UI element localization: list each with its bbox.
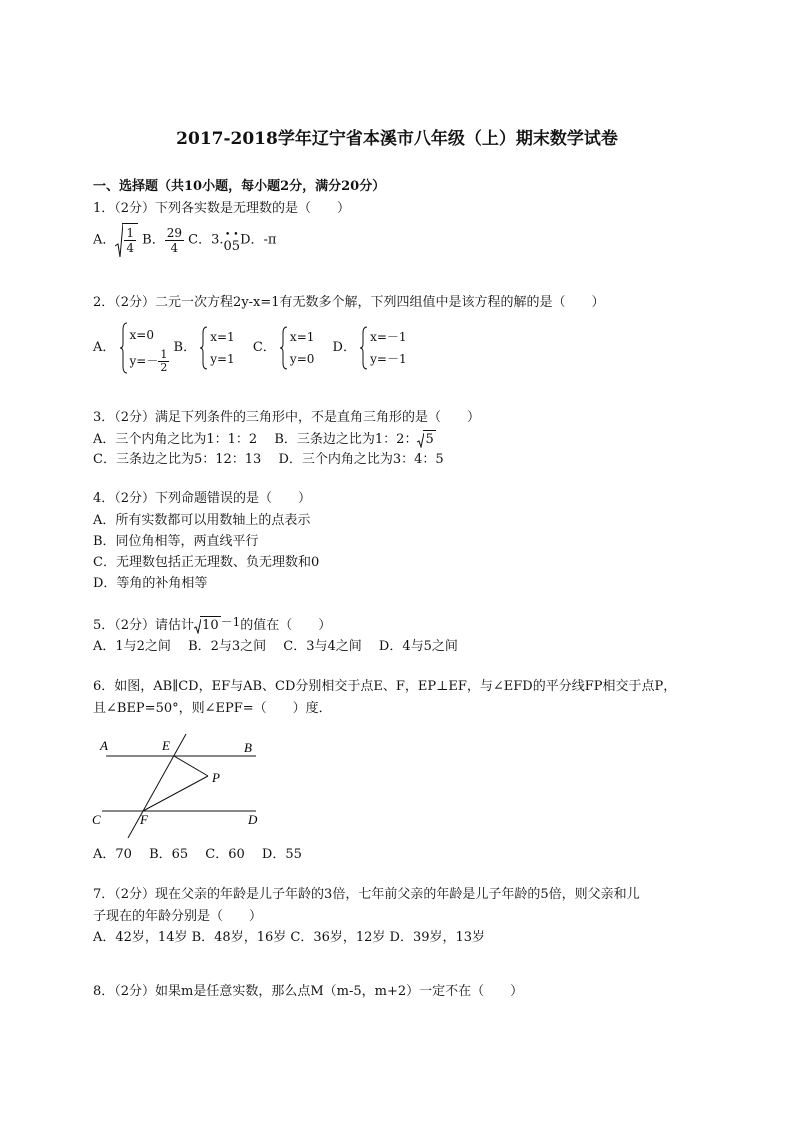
- q4-c: C．无理数包括正无理数、负无理数和0: [93, 555, 320, 570]
- q2-b-system: x=1 y=1: [200, 326, 234, 370]
- section-heading: 一、选择题（共10小题，每小题2分，满分20分）: [93, 179, 386, 194]
- q1-options: [93, 222, 276, 258]
- q1-stem: 1．（2分）下列各实数是无理数的是（ ）: [93, 201, 351, 216]
- q1-b-fraction: $\frac{29}{4}$: [166, 225, 183, 255]
- q1-d-value: -π: [263, 232, 277, 248]
- q7-options: A．42岁，14岁 B．48岁，16岁 C．36岁，12岁 D．39岁，13岁: [93, 930, 486, 945]
- q2-c-system: x=1 y=0: [280, 326, 314, 370]
- q8-stem: 8．（2分）如果m是任意实数，那么点M（m-5，m+2）一定不在（ ）: [93, 984, 524, 999]
- q4-stem: 4．（2分）下列命题错误的是（ ）: [93, 491, 312, 506]
- q5-stem: 5．（2分）请估计 10 －1的值在（ ）: [93, 615, 332, 633]
- q6-figure: [90, 732, 270, 842]
- label-b: B: [244, 740, 252, 755]
- q1-a-sqrt: $\frac{1}{4}$: [115, 222, 138, 258]
- q6-stem-line1: 6．如图，AB∥CD，EF与AB、CD分别相交于点E、F，EP⊥EF，与∠EFD的平分线FP相交于点P，: [93, 679, 677, 694]
- page-title: 2017-2018学年辽宁省本溪市八年级（上）期末数学试卷: [176, 129, 618, 149]
- q2-stem: 2．（2分）二元一次方程2y-x=1有无数多个解，下列四组值中是该方程的解的是（ ）: [93, 295, 605, 310]
- q7-stem-line1: 7．（2分）现在父亲的年龄是儿子年龄的3倍，七年前父亲的年龄是儿子年龄的5倍，则父亲和儿: [93, 887, 640, 902]
- label-e: E: [162, 738, 170, 753]
- q7-stem-line2: 子现在的年龄分别是（ ）: [93, 909, 263, 924]
- q5-options: A．1与2之间 B．2与3之间 C．3与4之间 D．4与5之间: [93, 639, 458, 654]
- label-p: P: [212, 770, 220, 785]
- line-ef: [128, 734, 186, 838]
- label-c: C: [92, 812, 101, 827]
- q1-c-label: C．3.: [188, 232, 224, 248]
- q3-b-sqrt: 5: [417, 430, 435, 449]
- q3-stem: 3．（2分）满足下列条件的三角形中，不是直角三角形的是（ ）: [93, 410, 481, 425]
- q5-sqrt: 10: [194, 616, 221, 635]
- q1-c-repeating: • • 05: [223, 230, 241, 254]
- q2-a-system: x=0 y=－ $\frac{1}{2}$: [120, 322, 170, 374]
- q3-d: D．三个内角之比为3：4：5: [278, 452, 444, 467]
- segment-ep: [174, 756, 208, 776]
- q2-d-system: x=－1 y=－1: [360, 326, 406, 370]
- q6-options: A．70 B．65 C．60 D．55: [93, 847, 302, 862]
- q3-c: C．三条边之比为5：12：13: [93, 452, 262, 467]
- q3-options-row2: [93, 451, 444, 469]
- brace-icon: [360, 326, 368, 370]
- q1-a-label: A．: [93, 232, 116, 248]
- q1-d-label: D．: [240, 232, 264, 248]
- label-f: F: [140, 812, 148, 827]
- q3-options-row1: [93, 430, 436, 449]
- brace-icon: [280, 326, 288, 370]
- q4-a: A．所有实数都可以用数轴上的点表示: [93, 513, 311, 528]
- q2-b-label: B．: [173, 340, 197, 355]
- label-a: A: [100, 738, 108, 753]
- q4-b: B．同位角相等，两直线平行: [93, 534, 259, 549]
- q2-c-label: C．: [252, 340, 276, 355]
- q3-b: B．三条边之比为1：2：: [274, 432, 418, 447]
- q4-d: D．等角的补角相等: [93, 576, 208, 591]
- q2-d-label: D．: [332, 340, 356, 355]
- q1-b-label: B．: [142, 232, 165, 248]
- q6-stem-line2: 且∠BEP=50°，则∠EPF=（ ）度．: [93, 701, 332, 716]
- brace-icon: [200, 326, 208, 370]
- label-d: D: [248, 812, 258, 827]
- q3-a: A．三个内角之比为1：1：2: [93, 432, 258, 447]
- q2-a-label: A．: [93, 340, 116, 355]
- q2-options: [93, 322, 407, 374]
- brace-icon: [120, 322, 128, 374]
